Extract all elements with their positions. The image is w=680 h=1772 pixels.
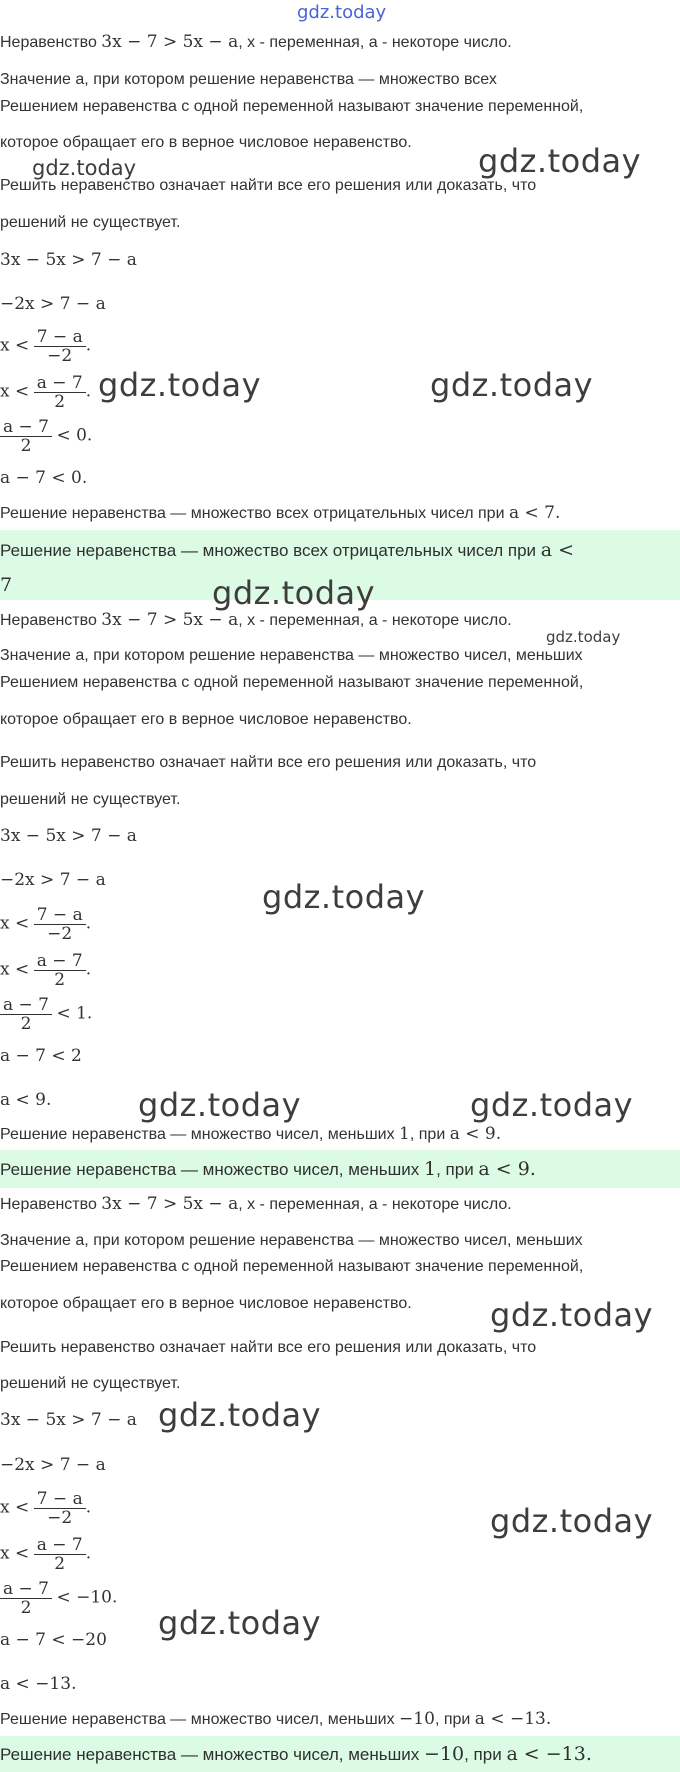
result-math: a < −13. — [474, 1709, 552, 1729]
result-text: Решение неравенства — множество чисел, меньших — [0, 1126, 400, 1143]
watermark: gdz.today — [212, 574, 376, 612]
definition-text: Решить неравенство означает найти все его решения или доказать, что — [0, 754, 537, 771]
solution-step: a < −13. — [0, 1674, 77, 1694]
solution-step — [0, 1490, 91, 1527]
step-rhs: < 1. — [56, 1003, 93, 1024]
definition-text: которое обращает его в верное числовое неравенство. — [0, 711, 412, 728]
answer-math-wrap: 7 — [0, 574, 13, 596]
fraction-numerator: a − 7 — [0, 1580, 52, 1599]
problem-intro — [0, 610, 512, 631]
fraction — [34, 906, 86, 943]
problem-condition: Значение a, при котором решение неравенства — множество всех — [0, 71, 497, 88]
fraction-denominator: 2 — [54, 970, 66, 990]
definition-text: Решением неравенства с одной переменной называют значение переменной, — [0, 98, 584, 115]
result-text: Решение неравенства — множество всех отрицательных чисел при — [0, 505, 509, 522]
fraction-numerator: 7 − a — [34, 1490, 86, 1509]
watermark: gdz.today — [470, 1086, 634, 1124]
fraction-denominator: 2 — [20, 436, 32, 456]
answer-highlight — [0, 1736, 680, 1772]
solution-step: a − 7 < 0. — [0, 468, 88, 488]
definition-text: Решением неравенства с одной переменной называют значение переменной, — [0, 674, 584, 691]
step-lhs: x < — [0, 335, 30, 356]
watermark: gdz.today — [430, 366, 594, 404]
solution-result — [0, 1124, 501, 1145]
solution-step — [0, 374, 91, 411]
step-lhs: x < — [0, 913, 30, 934]
solution-step — [0, 1580, 117, 1617]
result-text: , при — [409, 1126, 450, 1143]
step-lhs: x < — [0, 381, 30, 402]
fraction-numerator: 7 − a — [34, 906, 86, 925]
intro-expression: 3x − 7 > 5x − a — [101, 32, 239, 52]
answer-text: Решение неравенства — множество чисел, меньших — [0, 1745, 424, 1764]
fraction — [34, 374, 86, 411]
fraction-denominator: 2 — [20, 1598, 32, 1618]
watermark: gdz.today — [98, 366, 262, 404]
solution-step: a − 7 < −20 — [0, 1630, 107, 1650]
answer-math: a < — [540, 539, 575, 561]
problem-intro — [0, 1194, 512, 1215]
problem-condition: Значение a, при котором решение неравенства — множество чисел, меньших — [0, 647, 583, 664]
solution-step — [0, 328, 91, 365]
step-end: . — [85, 335, 92, 356]
fraction-numerator: 7 − a — [34, 328, 86, 347]
solution-step: a − 7 < 2 — [0, 1046, 82, 1066]
solution-result — [0, 503, 560, 524]
fraction-denominator: 2 — [20, 1014, 32, 1034]
result-text: , при — [434, 1711, 475, 1728]
solution-step — [0, 996, 92, 1033]
answer-text: Решение неравенства — множество чисел, меньших — [0, 1160, 424, 1179]
fraction-numerator: a − 7 — [0, 418, 52, 437]
solution-step — [0, 952, 91, 989]
definition-text: которое обращает его в верное числовое неравенство. — [0, 1295, 412, 1312]
definition-text: решений не существует. — [0, 791, 181, 808]
watermark: gdz.today — [490, 1502, 654, 1540]
problem-condition: Значение a, при котором решение неравенства — множество чисел, меньших — [0, 1232, 583, 1249]
solution-step — [0, 418, 92, 455]
fraction — [34, 952, 86, 989]
step-rhs: < −10. — [56, 1587, 118, 1608]
step-end: . — [85, 913, 92, 934]
solution-step: 3x − 5x > 7 − a — [0, 250, 137, 270]
intro-text-end: , x - переменная, a - некоторе число. — [238, 1196, 512, 1213]
step-end: . — [85, 959, 92, 980]
fraction-denominator: −2 — [47, 1508, 73, 1528]
intro-text: Неравенство — [0, 34, 102, 51]
fraction-numerator: a − 7 — [34, 952, 86, 971]
watermark: gdz.today — [158, 1396, 322, 1434]
problem-intro — [0, 32, 512, 53]
intro-text-end: , x - переменная, a - некоторе число. — [238, 612, 512, 629]
result-text: Решение неравенства — множество чисел, меньших — [0, 1711, 400, 1728]
fraction-denominator: −2 — [47, 346, 73, 366]
answer-highlight — [0, 1150, 680, 1188]
watermark: gdz.today — [262, 878, 426, 916]
definition-text: решений не существует. — [0, 214, 181, 231]
answer-math: a < −13. — [506, 1743, 592, 1765]
step-end: . — [85, 1543, 92, 1564]
answer-text: Решение неравенства — множество всех отрицательных чисел при — [0, 541, 541, 560]
result-math: −10 — [399, 1709, 435, 1729]
watermark: gdz.today — [546, 628, 621, 646]
step-lhs: x < — [0, 1543, 30, 1564]
answer-math: a < 9. — [478, 1158, 536, 1180]
definition-text: которое обращает его в верное числовое неравенство. — [0, 134, 412, 151]
result-math: a < 7. — [508, 503, 561, 523]
fraction — [0, 1580, 52, 1617]
fraction-denominator: −2 — [47, 924, 73, 944]
fraction — [34, 1490, 86, 1527]
fraction — [34, 328, 86, 365]
watermark: gdz.today — [32, 156, 137, 180]
result-math: a < 9. — [449, 1124, 502, 1144]
answer-math: 1 — [424, 1158, 437, 1180]
intro-expression: 3x − 7 > 5x − a — [101, 1194, 239, 1214]
fraction-numerator: a − 7 — [34, 374, 86, 393]
watermark: gdz.today — [138, 1086, 302, 1124]
solution-step — [0, 906, 91, 943]
intro-expression: 3x − 7 > 5x − a — [101, 610, 239, 630]
intro-text: Неравенство — [0, 1196, 102, 1213]
watermark: gdz.today — [478, 142, 642, 180]
solution-step: 3x − 5x > 7 − a — [0, 1410, 137, 1430]
answer-text: , при — [464, 1745, 507, 1764]
definition-text: решений не существует. — [0, 1375, 181, 1392]
fraction-numerator: a − 7 — [0, 996, 52, 1015]
solution-step: a < 9. — [0, 1090, 52, 1110]
step-rhs: < 0. — [56, 425, 93, 446]
watermark: gdz.today — [158, 1604, 322, 1642]
fraction-denominator: 2 — [54, 1554, 66, 1574]
intro-text: Неравенство — [0, 612, 102, 629]
fraction — [0, 996, 52, 1033]
site-header-logo: gdz.today — [297, 2, 387, 23]
solution-step: −2x > 7 − a — [0, 870, 106, 890]
step-lhs: x < — [0, 1497, 30, 1518]
answer-math: −10 — [424, 1743, 465, 1765]
definition-text: Решить неравенство означает найти все его решения или доказать, что — [0, 177, 537, 194]
fraction-denominator: 2 — [54, 392, 66, 412]
answer-text: , при — [436, 1160, 479, 1179]
watermark: gdz.today — [490, 1296, 654, 1334]
step-end: . — [85, 1497, 92, 1518]
definition-text: Решить неравенство означает найти все его решения или доказать, что — [0, 1339, 537, 1356]
solution-result — [0, 1709, 551, 1730]
result-math: 1 — [399, 1124, 410, 1144]
step-lhs: x < — [0, 959, 30, 980]
definition-text: Решением неравенства с одной переменной называют значение переменной, — [0, 1258, 584, 1275]
solution-step: −2x > 7 − a — [0, 294, 106, 314]
solution-step — [0, 1536, 91, 1573]
intro-text-end: , x - переменная, a - некоторе число. — [238, 34, 512, 51]
fraction — [34, 1536, 86, 1573]
solution-step: −2x > 7 − a — [0, 1455, 106, 1475]
solution-step: 3x − 5x > 7 − a — [0, 826, 137, 846]
step-end: . — [85, 381, 92, 402]
fraction — [0, 418, 52, 455]
fraction-numerator: a − 7 — [34, 1536, 86, 1555]
